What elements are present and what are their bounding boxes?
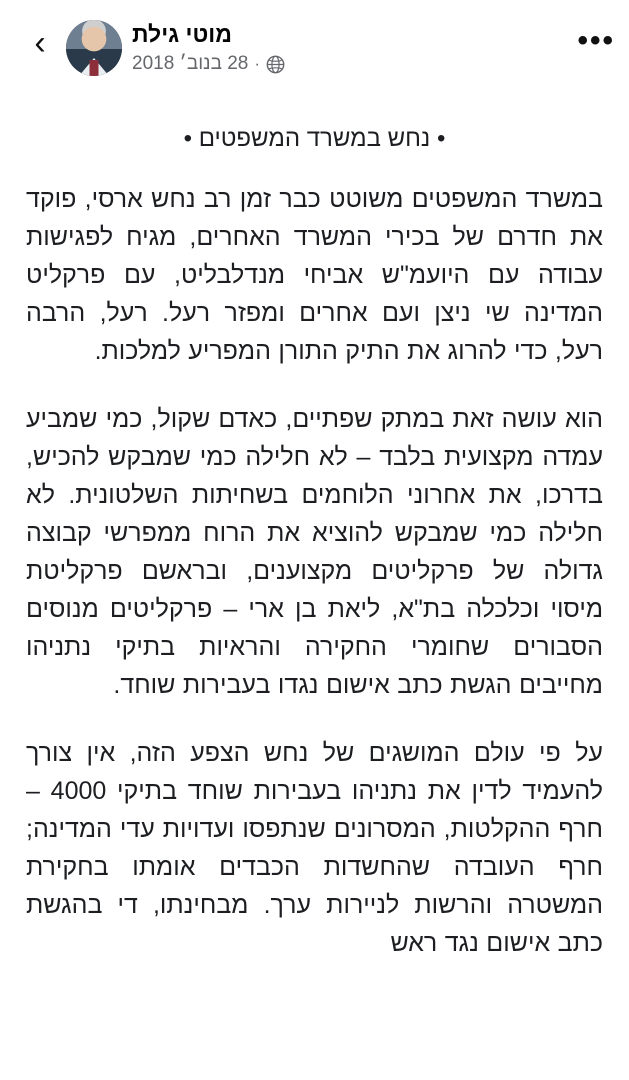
more-options-icon[interactable]: ••• (577, 24, 615, 57)
header-left-actions (545, 16, 615, 57)
meta-separator: · (254, 54, 261, 73)
post-body (0, 96, 629, 962)
post-paragraph: במשרד המשפטים משוטט כבר זמן רב נחש ארסי, פוקד את חדרם של בכירי המשרד האחרים, מגיח לפגישות עבודה עם היועמ"ש אביחי מנדלבליט, עם פרקליט המדינה שי ניצן ועם אחרים ומפזר רעל. רעל, הרבה רעל, כדי להרוג את התיק התורן המפריע למלכות. (26, 185, 603, 365)
author-text-block (132, 20, 285, 76)
post-meta (132, 52, 285, 76)
header-right-actions (14, 16, 66, 60)
avatar[interactable] (66, 20, 122, 76)
avatar-tie (90, 60, 99, 76)
post-date[interactable]: 28 בנוב׳ 2018 (132, 53, 249, 74)
post-title: • נחש במשרד המשפטים • (183, 125, 446, 152)
post-header (0, 0, 629, 96)
post-paragraph: על פי עולם המושגים של נחש הצפע הזה, אין צורך להעמיד לדין את נתניהו בעבירות שוחד בתיקי 4000 – חרף ההקלטות, המסרונים שנתפסו ועדויות עדי המדינה; חרף העובדה שהחשדות הכבדים אומתו בחקירת המשטרה והרשות לניירות ערך. מבחינתו, די בהגשת כתב אישום נגד ראש (26, 739, 603, 957)
globe-icon (266, 55, 285, 74)
post-author-block (66, 16, 545, 76)
chevron-left-icon[interactable]: › (34, 24, 46, 62)
author-name[interactable]: מוטי גילת (132, 21, 232, 47)
post-paragraph: הוא עושה זאת במתק שפתיים, כאדם שקול, כמי שמביע עמדה מקצועית בלבד – לא חלילה כמי שמבקש להכיש, בדרכו, את אחרוני הלוחמים בשחיתות השלטונית. לא חלילה כמי שמבקש להוציא את הרוח ממפרשי קבוצה גדולה של פרקליטים מקצוענים, ובראשם פרקליטת מיסוי וכלכלה בת"א, ליאת בן ארי – פרקליטים מנוסים הסבורים שחומרי החקירה והראיות בתיקי נתניהו מחייבים הגשת כתב אישום נגדו בעבירות שוחד. (26, 405, 603, 699)
